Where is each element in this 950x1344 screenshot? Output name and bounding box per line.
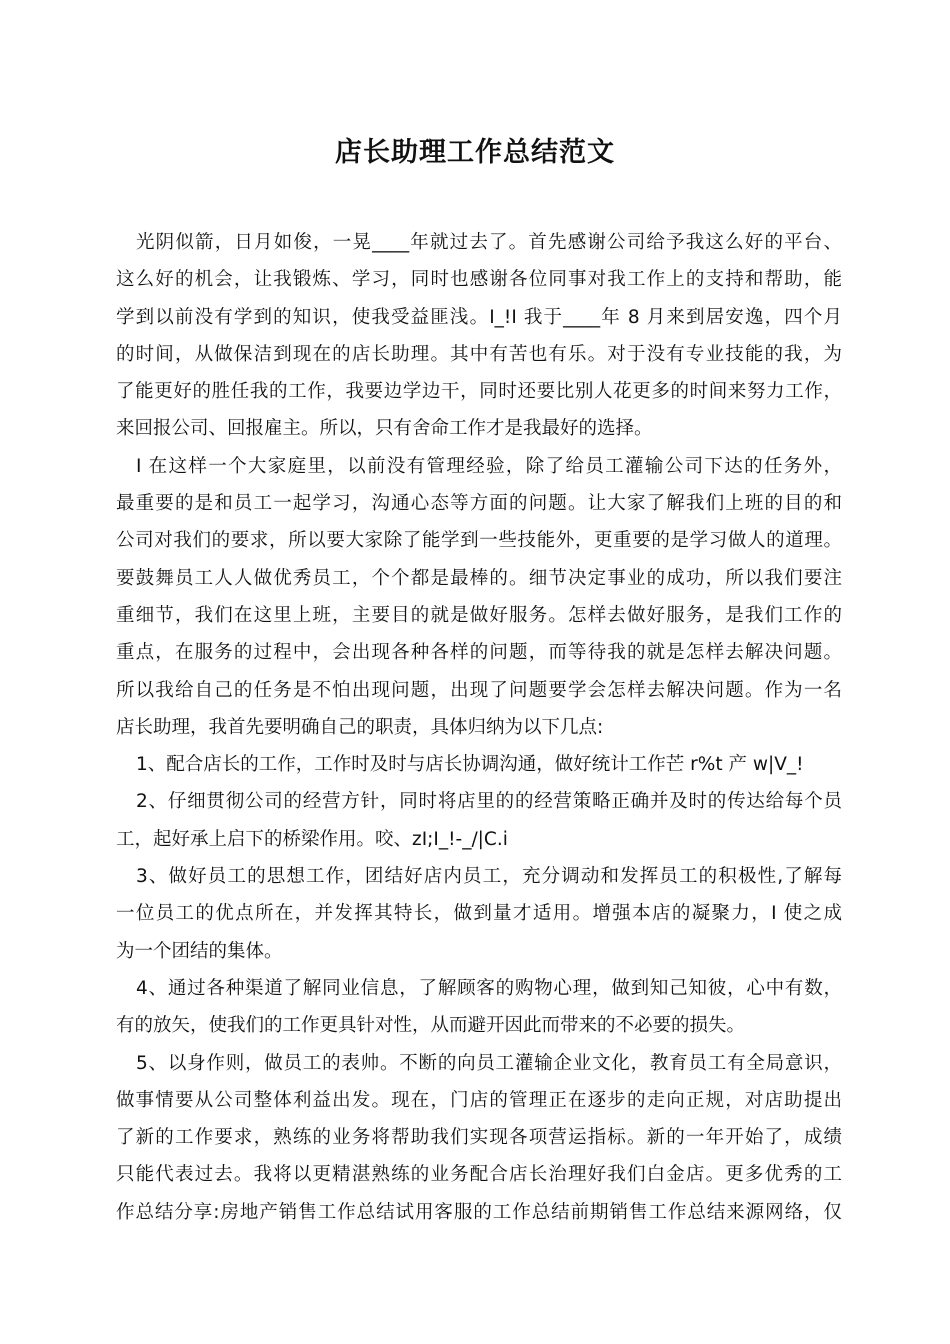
text-line: 做事情要从公司整体利益出发。现在，门店的管理正在逐步的走向正规，对店助提出 [116,1089,842,1111]
text-line: 公司对我们的要求，所以要大家除了能学到一些技能外，更重要的是学习做人的道理。 [116,530,842,552]
text-line: 一位员工的优点所在，并发挥其特长，做到量才适用。增强本店的凝聚力，I 使之成 [116,903,842,925]
text-line: 工，起好承上启下的桥梁作用。咬、zI;I_!-_/|C.i [116,828,508,850]
text-line: 要鼓舞员工人人做优秀员工，个个都是最棒的。细节决定事业的成功，所以我们要注 [116,567,842,589]
document-body [116,224,842,1231]
document-title: 店长助理工作总结范文 [335,137,615,168]
text-line: 这么好的机会，让我锻炼、学习，同时也感谢各位同事对我工作上的支持和帮助，能 [116,269,842,291]
text-line: 只能代表过去。我将以更精湛熟练的业务配合店长治理好我们白金店。更多优秀的工 [116,1164,842,1186]
text-line: 店长助理，我首先要明确自己的职责，具体归纳为以下几点: [116,716,604,738]
list-item-1: 1、配合店长的工作，工作时及时与店长协调沟通，做好统计工作芒 r%t 产 w|V_! [136,754,804,776]
list-item-2: 2、仔细贯彻公司的经营方针，同时将店里的的经营策略正确并及时的传达给每个员 [136,791,842,813]
text-line: 学到以前没有学到的知识，使我受益匪浅。I_!I 我于____年 8 月来到居安逸，四个月 [116,306,842,328]
text-line: 了能更好的胜任我的工作，我要边学边干，同时还要比别人花更多的时间来努力工作， [116,381,842,403]
text-line: 重点，在服务的过程中，会出现各种各样的问题，而等待我的就是怎样去解决问题。 [116,642,842,664]
text-line: 作总结分享:房地产销售工作总结试用客服的工作总结前期销售工作总结来源网络，仅 [116,1201,842,1223]
list-item-5: 5、以身作则，做员工的表帅。不断的向员工灌输企业文化，教育员工有全局意识， [136,1052,842,1074]
text-line: 有的放矢，使我们的工作更具针对性，从而避开因此而带来的不必要的损失。 [116,1015,746,1037]
list-item-3: 3、做好员工的思想工作，团结好店内员工，充分调动和发挥员工的积极性,了解每 [136,866,842,888]
text-line: 所以我给自己的任务是不怕出现问题，出现了问题要学会怎样去解决问题。作为一名 [116,679,842,701]
text-line: 为一个团结的集体。 [116,940,283,962]
list-item-4: 4、通过各种渠道了解同业信息，了解顾客的购物心理，做到知己知彼，心中有数， [136,977,842,999]
text-line: 来回报公司、回报雇主。所以，只有舍命工作才是我最好的选择。 [116,418,653,440]
text-line: 最重要的是和员工一起学习，沟通心态等方面的问题。让大家了解我们上班的目的和 [116,493,842,515]
text-line: 光阴似箭，日月如俊，一晃____年就过去了。首先感谢公司给予我这么好的平台、 [136,232,842,253]
text-line: 重细节，我们在这里上班，主要目的就是做好服务。怎样去做好服务，是我们工作的 [116,604,842,626]
text-line: 的时间，从做保洁到现在的店长助理。其中有苦也有乐。对于没有专业技能的我，为 [116,343,842,365]
text-line: I 在这样一个大家庭里，以前没有管理经验，除了给员工灌输公司下达的任务外， [136,455,842,477]
text-line: 了新的工作要求，熟练的业务将帮助我们实现各项营运指标。新的一年开始了，成绩 [116,1127,842,1149]
